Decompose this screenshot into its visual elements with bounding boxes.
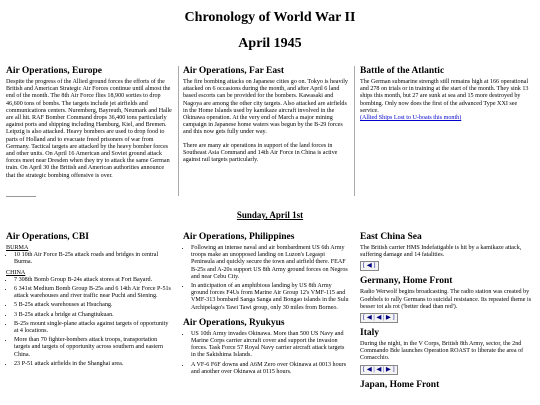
- section-text: The fire bombing attacks on Japanese cities go on. Tokyo is heavily attacked on 6 occasions during the month, and after April 6 land based escorts can be provided for the bombers. Kawasaki and Nagoya are among the other city targets. Also attacked are airfields in the Home Islands used by kamikaze aircraft involved in the Okinawa operation. At the very end of March a major mining campaign in Japanese home waters was begun by the B-29 forces and this now gets fully under way.: [183, 79, 348, 136]
- list-item: • 6 341st Medium Bomb Group B-25s and 6 14th Air Force P-51s attack warehouses and river traffic near Puchi and Siening.: [14, 286, 174, 300]
- section-atlantic: [360, 66, 534, 122]
- burma-label: BURMA: [6, 245, 29, 251]
- section-heading: Air Operations, CBI: [6, 232, 89, 242]
- philippines-list: [183, 245, 350, 312]
- column-divider: [354, 66, 355, 196]
- section-text: The German submarine strength still remains high at 166 operational and 278 on trials or in training at the start of the month. They sink 13 ships this month, but 27 are sunk at sea and 15 more destroyed by bombing. Only now does the first of the advanced Type XXI see service.: [360, 79, 529, 114]
- list-item: • US 10th Army invades Okinawa. More than 500 US Navy and Marine Corps carrier aircraft cover and support the invasion forces. Task Force 57 Royal Navy carrier aircraft attack targets in the Sakishima Islands.: [191, 331, 350, 360]
- list-item: • 10 10th Air Force B-25s attack roads and bridges in central Burma.: [14, 252, 174, 266]
- section-text: The British carrier HMS Indefatigable is hit by a kamikaze attack, suffering damage and 14 fatalities.: [360, 245, 522, 259]
- list-item: • A VF-6 F6F downs and A6M Zero over Okinawa at 0013 hours and another over Okinawa at 0115 hours.: [191, 362, 350, 376]
- section-text: During the night, in the V Corps, British 8th Army, sector, the 2nd Commando Bde launches Operation ROAST to liberate the area of Comacchio.: [360, 341, 524, 362]
- divider: [6, 196, 36, 197]
- section-air-europe: [6, 66, 174, 180]
- nav-buttons[interactable]: [ ◀ ]: [360, 261, 379, 271]
- section-text: There are many air operations in support of the land forces in Southeast Asia Command and 14th Air Force in China is active against rail targets particularly.: [183, 142, 338, 164]
- burma-list: [6, 252, 174, 266]
- section-heading: Air Operations, Far East: [183, 66, 284, 76]
- section-east-china-sea: [360, 232, 534, 393]
- list-item: • 23 P-51 attack airfields in the Shanghai area.: [14, 361, 174, 368]
- section-heading: Battle of the Atlantic: [360, 66, 445, 76]
- section-heading: East China Sea: [360, 232, 422, 242]
- china-label: CHINA: [6, 269, 26, 276]
- section-heading: Air Operations, Philippines: [183, 232, 295, 242]
- list-item: • In anticipation of an amphibious landing by US 8th Army ground forces F4Us from Marine Air Group 12's VMF-115 and VMF-313 bombard Sanga Sanga and Bongao islands in the Sulu Archipelago's Tawi Tawi group, only 30 miles from Borneo.: [191, 283, 350, 312]
- section-air-far-east: [183, 66, 350, 164]
- list-item: • Following an intense naval and air bombardment US 6th Army troops make an unopposed landing on Luzon's Legaspi Peninsula and quickly secure the town and airfield there. FEAF B-25s and A-20s support US 8th Army ground forces on Negros and near Cebu City.: [191, 245, 350, 281]
- section-air-philippines: [183, 232, 350, 378]
- nav-buttons[interactable]: [ ◀ | ◀ | ▶ ]: [360, 365, 398, 375]
- page-title: Chronology of World War II: [184, 10, 356, 25]
- column-divider: [178, 66, 179, 196]
- section-heading: Italy: [360, 328, 379, 339]
- section-text: Despite the progress of the Allied ground forces the efforts of the British and American Strategic Air Forces continue until almost the end of the month. The 8th Air Force flies 18,900 sorties to drop 46,600 tons of bombs. The targets include jet airfields and communications centers. Nuremberg, Bayreuth, Neumark and Halle are all hit. RAF Bomber Command drops 36,400 tons particularly against ports and shipping including Hamburg, Kiel, and Bremen. Leipzig is also attacked. Heavy bombers are used to drop food to parts of Holland and to evacuate freed prisoners of war from Germany. Tactical targets are attacked by the heavy bomber forces and other units. On April 16 American and Soviet ground attack forces meet near Dresden when they try to attack the same German train. On April 30 the British and American authorities announce that the strategic bombing offensive is over.: [6, 79, 172, 179]
- section-heading: Air Operations, Ryukyus: [183, 317, 285, 328]
- ships-lost-link[interactable]: (Allied Ships Lost to U-boats this month): [360, 115, 462, 122]
- section-text: Radio Werwolf begins broadcasting. The radio station was created by Goebbels to rally Germans to suicidal resistance. Its repeated theme is besser tot als rot ('better dead than red').: [360, 289, 532, 310]
- ryukyus-list: [183, 331, 350, 376]
- section-air-cbi: [6, 232, 174, 370]
- list-item: • 5 B-25s attack warehouses at Hsuchang.: [14, 302, 174, 309]
- nav-buttons[interactable]: [ ◀ | ◀ | ▶ ]: [360, 313, 398, 323]
- day-heading: Sunday, April 1st: [236, 210, 304, 220]
- list-item: • 3 B-25s attack a bridge at Changtiukuan.: [14, 312, 174, 319]
- section-heading: Japan, Home Front: [360, 379, 440, 390]
- list-item: • 7 308th Bomb Group B-24s attack stores at Fort Bayard.: [14, 277, 174, 284]
- china-list: [6, 277, 174, 368]
- section-heading: Air Operations, Europe: [6, 66, 102, 76]
- list-item: • B-25s mount single-plane attacks against targets of opportunity at 4 locations.: [14, 321, 174, 335]
- page-subtitle: April 1945: [238, 36, 302, 51]
- section-heading: Germany, Home Front: [360, 276, 453, 287]
- list-item: • More than 70 fighter-bombers attack troops, transportation targets and targets of opportunity across southern and eastern China.: [14, 337, 174, 359]
